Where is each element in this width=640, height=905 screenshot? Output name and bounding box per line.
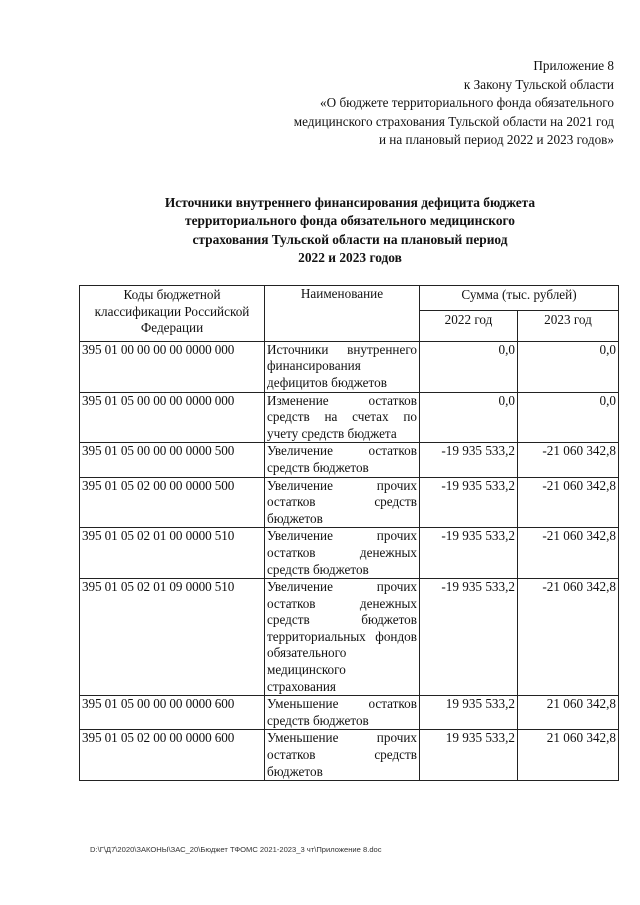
row-code: 395 01 05 00 00 00 0000 000 <box>80 392 265 443</box>
document-title <box>60 194 640 268</box>
file-path-footer: D:\Г\Д7\2020\ЗАКОНЫ\ЗАС_20\Бюджет ТФОМС 2021-2023_3 чт\Приложение 8.doc <box>90 845 382 854</box>
row-code: 395 01 00 00 00 00 0000 000 <box>80 341 265 392</box>
table-row <box>80 341 619 392</box>
title-line: страхования Тульской области на плановый период <box>192 231 508 247</box>
row-value-2023: 21 060 342,8 <box>518 730 619 781</box>
row-name: Увеличение прочих остатков денежных средств бюджетов территориальных фондов обязательного медицинского страхования <box>265 579 420 696</box>
table-row <box>80 392 619 443</box>
row-name: Изменение остатков средств на счетах по учету средств бюджета <box>265 392 420 443</box>
annex-line: к Закону Тульской области <box>463 76 614 92</box>
row-value-2023: -21 060 342,8 <box>518 579 619 696</box>
row-value-2022: -19 935 533,2 <box>420 477 518 528</box>
row-code: 395 01 05 02 01 00 0000 510 <box>80 528 265 579</box>
row-code: 395 01 05 00 00 00 0000 600 <box>80 696 265 730</box>
row-code: 395 01 05 02 00 00 0000 500 <box>80 477 265 528</box>
table-row <box>80 696 619 730</box>
row-value-2022: -19 935 533,2 <box>420 528 518 579</box>
row-code: 395 01 05 02 00 00 0000 600 <box>80 730 265 781</box>
financing-sources-table <box>79 285 619 781</box>
table-row <box>80 730 619 781</box>
row-value-2022: 0,0 <box>420 341 518 392</box>
row-value-2023: 0,0 <box>518 341 619 392</box>
header-name: Наименование <box>265 286 420 342</box>
row-name: Уменьшение остатков средств бюджетов <box>265 696 420 730</box>
row-name: Источники внутреннего финансирования дефицитов бюджетов <box>265 341 420 392</box>
annex-line: и на плановый период 2022 и 2023 годов» <box>378 132 614 148</box>
row-name: Уменьшение прочих остатков средств бюджетов <box>265 730 420 781</box>
row-value-2023: 21 060 342,8 <box>518 696 619 730</box>
annex-line: «О бюджете территориального фонда обязательного <box>320 95 614 111</box>
table-body <box>80 341 619 780</box>
table-row <box>80 443 619 477</box>
annex-line: медицинского страхования Тульской области на 2021 год <box>293 113 614 129</box>
header-year-2022: 2022 год <box>420 310 518 341</box>
header-sum: Сумма (тыс. рублей) <box>420 286 619 311</box>
table-row <box>80 579 619 696</box>
row-name: Увеличение прочих остатков средств бюджетов <box>265 477 420 528</box>
table-row <box>80 528 619 579</box>
title-line: территориального фонда обязательного медицинского <box>185 213 515 229</box>
row-value-2023: -21 060 342,8 <box>518 443 619 477</box>
row-value-2023: -21 060 342,8 <box>518 477 619 528</box>
row-value-2022: 19 935 533,2 <box>420 730 518 781</box>
header-codes: Коды бюджетной классификации Российской Федерации <box>80 286 265 342</box>
title-line: 2022 и 2023 годов <box>298 250 402 266</box>
row-value-2023: 0,0 <box>518 392 619 443</box>
row-code: 395 01 05 00 00 00 0000 500 <box>80 443 265 477</box>
title-line: Источники внутреннего финансирования дефицита бюджета <box>164 195 536 210</box>
row-value-2023: -21 060 342,8 <box>518 528 619 579</box>
row-value-2022: 0,0 <box>420 392 518 443</box>
row-value-2022: 19 935 533,2 <box>420 696 518 730</box>
table-row <box>80 477 619 528</box>
header-year-2023: 2023 год <box>518 310 619 341</box>
row-code: 395 01 05 02 01 09 0000 510 <box>80 579 265 696</box>
row-value-2022: -19 935 533,2 <box>420 579 518 696</box>
row-value-2022: -19 935 533,2 <box>420 443 518 477</box>
table-header-row <box>80 286 619 311</box>
annex-reference <box>194 57 614 150</box>
annex-line: Приложение 8 <box>533 58 614 73</box>
row-name: Увеличение прочих остатков денежных средств бюджетов <box>265 528 420 579</box>
row-name: Увеличение остатков средств бюджетов <box>265 443 420 477</box>
